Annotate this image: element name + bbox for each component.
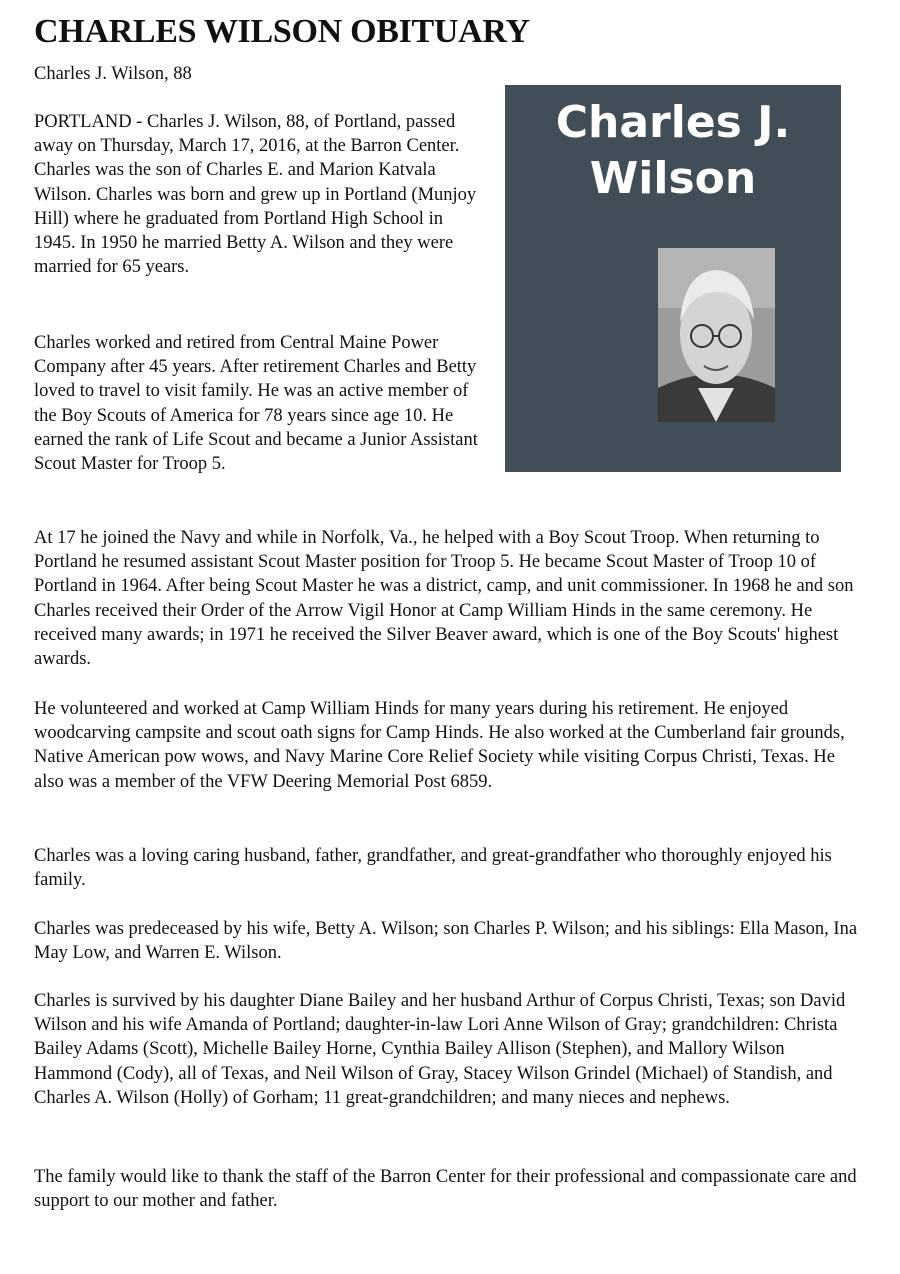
paragraph-career: Charles worked and retired from Central Maine Power Company after 45 years. After retirement Charles and Betty loved to travel to visit family. He was an active member of the Boy Scouts of America for 78 years since age 10. He earned the rank of Life Scout and became a Junior Assistant Scout Master for Troop 5. bbox=[34, 333, 478, 475]
paragraph-intro: PORTLAND - Charles J. Wilson, 88, of Portland, passed away on Thursday, March 17, 2016, at the Barron Center. Charles was the son of Charles E. and Marion Katvala Wilson. Charles was born and grew up in Portland (Munjoy Hill) where he graduated from Portland High School in 1945. In 1950 he married Betty A. Wilson and they were married for 65 years. bbox=[34, 112, 477, 278]
paragraph-thanks: The family would like to thank the staff of the Barron Center for their professional and compassionate care and support to our mother and father. bbox=[34, 1167, 857, 1212]
page-title: CHARLES WILSON OBITUARY bbox=[34, 13, 530, 50]
paragraph-volunteer: He volunteered and worked at Camp William Hinds for many years during his retirement. He enjoyed woodcarving campsite and scout oath signs for Camp Hinds. He also worked at the Cumberland fair grounds, Native American pow wows, and Navy Marine Core Relief Society while visiting Corpus Christi, Texas. He also was a member of the VFW Deering Memorial Post 6859. bbox=[34, 699, 845, 792]
card-name bbox=[505, 95, 841, 207]
card-name-line1: Charles J. bbox=[555, 97, 791, 148]
paragraph-family: Charles was a loving caring husband, father, grandfather, and great-grandfather who thoroughly enjoyed his family. bbox=[34, 846, 832, 891]
paragraph-predeceased: Charles was predeceased by his wife, Betty A. Wilson; son Charles P. Wilson; and his siblings: Ella Mason, Ina May Low, and Warren E. Wilson. bbox=[34, 919, 858, 964]
paragraph-survived-by: Charles is survived by his daughter Diane Bailey and her husband Arthur of Corpus Christi, Texas; son David Wilson and his wife Amanda of Portland; daughter-in-law Lori Anne Wilson of Gray; grandchildren: Christa Bailey Adams (Scott), Michelle Bailey Horne, Cynthia Bailey Allison (Stephen), and Mallory Wilson Hammond (Cody), all of Texas, and Neil Wilson of Gray, Stacey Wilson Grindel (Michael) of Standish, and Charles A. Wilson (Holly) of Gorham; 11 great-grandchildren; and many nieces and nephews. bbox=[34, 991, 846, 1108]
paragraph-navy-scouts: At 17 he joined the Navy and while in Norfolk, Va., he helped with a Boy Scout Troop. When returning to Portland he resumed assistant Scout Master position for Troop 5. He became Scout Master of Troop 10 of Portland in 1964. After being Scout Master he was a district, camp, and unit commissioner. In 1968 he and son Charles received their Order of the Arrow Vigil Honor at Camp William Hinds in the same ceremony. He received many awards; in 1971 he received the Silver Beaver award, which is one of the Boy Scouts' highest awards. bbox=[34, 528, 854, 670]
page-subtitle: Charles J. Wilson, 88 bbox=[34, 64, 192, 84]
portrait-photo-icon bbox=[658, 248, 775, 422]
portrait-photo bbox=[658, 248, 775, 422]
card-name-line2: Wilson bbox=[589, 153, 757, 204]
name-card bbox=[505, 85, 841, 472]
